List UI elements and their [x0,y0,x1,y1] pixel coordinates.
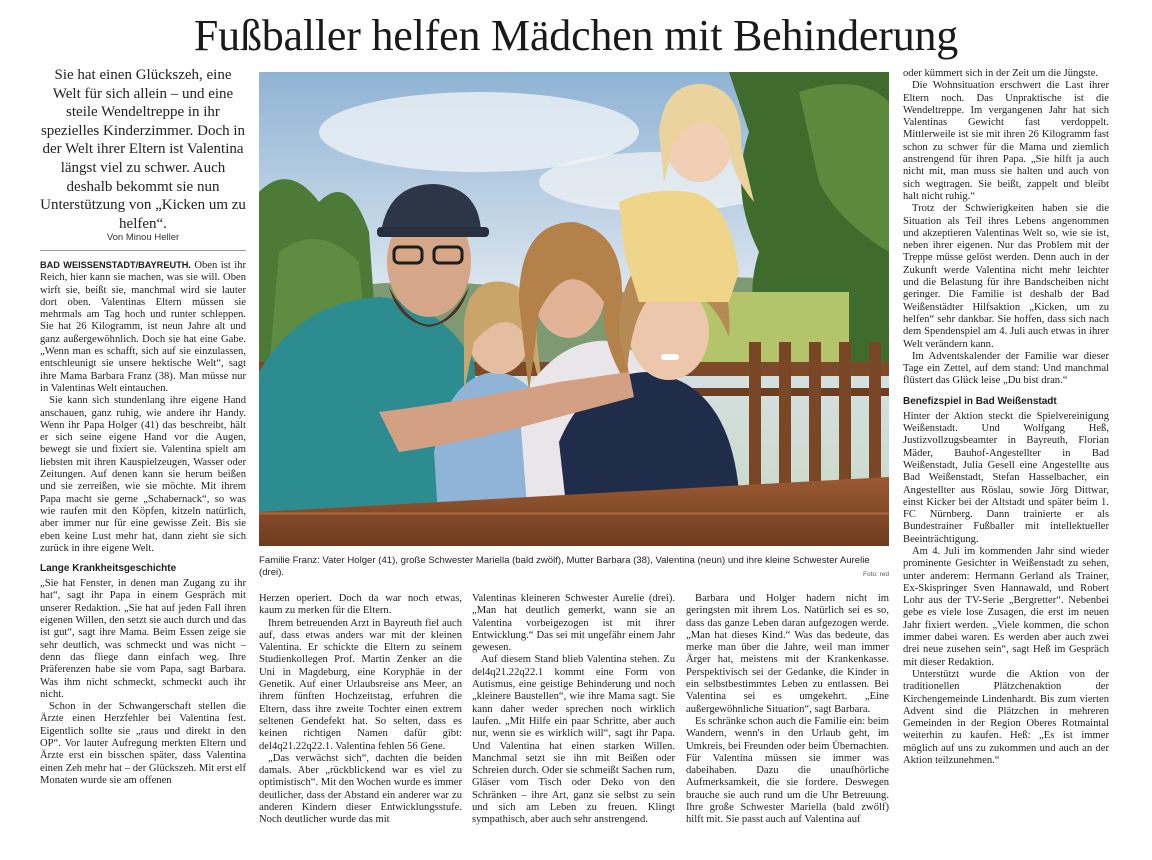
subheading: Benefizspiel in Bad Weißenstadt [903,395,1057,407]
paragraph: Im Adventskalender der Familie war dieser Tage ein Zettel, auf dem stand: Und manchmal flüstert das Glück leise „Du bist dran.“ [903,350,1109,387]
column-4 [686,593,889,827]
paragraph: Unterstützt wurde die Aktion von der traditionellen Plätzchenaktion der Kirchengemeinde Lindenhardt. Bis zum vierten Advent sind die Plätzchen in mehreren Gemeinden in der Region Oberes Rotmaintal weiterhin zu kaufen. Heß: „Es ist immer möglich auf uns zu zukommen und auch an der Aktion teilzunehmen.“ [903,668,1109,767]
paragraph: Schon in der Schwangerschaft stellen die Ärzte einen Herzfehler bei Valentina fest. Eigentlich sollte sie „raus und direkt in den OP“. Vor lauter Aufregung merkten Eltern und Ärzte erst ein bisschen später, dass Valentina einen Zeh mehr hat – der Glückszeh. Mit erst elf Monaten wurde sie am offenen [40,701,246,786]
paragraph: „Das verwächst sich“, dachten die beiden damals. Aber „rückblickend war es viel zu optimistisch“. Mit den Wochen wurde es immer deutlicher, dass der Abstand ein anderer war zu anderen Kindern dieser Entwicklungsstufe. Noch deutlicher wurde das mit [259,752,462,826]
family-photo [259,72,889,546]
teaser: Sie hat einen Glückszeh, eine Welt für sich allein – und eine steile Wendeltreppe in ihr spezielles Kinderzimmer. Doch in der Welt ihrer Eltern ist Valentina längst viel zu schwer. Auch deshalb bekommt sie nun Unterstützung von „Kicken um zu helfen“. [40,67,246,232]
byline-divider [40,250,246,251]
headline: Fußballer helfen Mädchen mit Behinderung [193,11,959,60]
paragraph: Am 4. Juli im kommenden Jahr sind wieder prominente Gesichter in Weißenstadt zu sehen, unter anderem: Hermann Gerland als Trainer, Ex-Skispringer Sven Hannawald, und Robert Lohr aus der TV-Serie „Bergretter“. Nebenbei gebe es viele lose Zusagen, die erst im neuen Jahr fixiert werden. „Viele kommen, die schon immer dabei waren. Es werden aber auch zwei drei neue zusehen sein“, sagt Heß im Gespräch mit dieser Redaktion. [903,545,1109,668]
column-5 [903,68,1109,767]
paragraph: Trotz der Schwierigkeiten haben sie die Situation als Teil ihres Lebens angenommen und akzeptieren Valentinas Welt so, wie sie ist, neben ihrer eigenen. Nur das Problem mit der Treppe müsse gelöst werden. Denn auch in der Zukunft werde Valentina nicht mehr leichter und die Belastung für ihre Bandscheiben nicht geringer. Die Familie ist deshalb der Bad Weißenstädter Hilfsaktion „Kicken, um zu helfen“ sehr dankbar. Sie hoffen, dass sich nach dem Spendenspiel am 4. Juli auch etwas in ihrer Welt verändern kann. [903,203,1109,350]
paragraph-text: Oben ist ihr Reich, hier kann sie machen, was sie will. Oben wirft sie, beißt sie, manchmal wird sie lauter dort oben. Valentinas Eltern müssen sie mehrmals am Tag hoch und runter schleppen. Sie hat 26 Kilogramm, ist neun Jahre alt und ganz außergewöhnlich. Doch sie hat eine Gabe. „Wenn man es schafft, sich auf sie einzulassen, entschleunigt sie unsere hektische Welt“, sagt ihre Mama Barbara Franz (38). Man müsse nur in Valentinas Welt eintauchen. [40,260,246,394]
paragraph: Sie kann sich stundenlang ihre eigene Hand anschauen, ganz ruhig, wie andere ihr Handy. Wenn ihr Papa Holger (41) das beschreibt, hält er sich seine eigene Hand vor die Augen, bewegt sie und fixiert sie. Valentina spielt am liebsten mit ihren Kauspielzeugen, Wasser oder Zeitungen. Auf denen kann sie herum beißen und sie zerreißen, wie sie möchte. Mit ihrem Papa macht sie gerne „Schabernack“, so was wie raufen mit den Köpfen, kitzeln natürlich, aber immer nur für eine gewisse Zeit. Bis sie eben keine Lust mehr hat, dann zieht sie sich zurück in ihre eigene Welt. [40,395,246,554]
photo-caption: Familie Franz: Vater Holger (41), große Schwester Mariella (bald zwölf), Mutter Barbara (38), Valentina (neun) und ihre kleine Schwester Aurelie (drei). [259,555,870,578]
paragraph: Auf diesem Stand blieb Valentina stehen. Zu del4q21.22q22.1 kommt eine Form von Autismus, eine geistige Behinderung und noch „kleinere Baustellen“, wie ihre Mama sagt. Sie kann daher weder sprechen noch wirklich laufen. „Mit Hilfe ein paar Schritte, aber auch nur, wenn sie es wirklich will“, sagt ihr Papa. Und Valentina hat einen starken Willen. Manchmal setzt sie ihn mit Beißen oder Schreien durch. Oder sie schmeißt Sachen rum, Gläser vom Tisch oder Deko von den Schränken – ihre Art, ganz sie selbst zu sein und sich am Leben zu freuen. Klingt sympathisch, aber auch sehr anstrengend. [472,654,675,826]
column-3 [472,593,675,827]
paragraph: Ihrem betreuenden Arzt in Bayreuth fiel auch auf, dass etwas anders war mit der kleinen Valentina. Er schickte die Eltern zu seinem Studienkollegen Prof. Martin Zenker an die Uni in Magdeburg, eine Koryphäe in der Genetik. Auf einer Urlaubsreise ans Meer, an ihrem fünften Hochzeitstag, erfuhren die Eltern, dass ihre zweite Tochter einen extrem seltenen Gendefekt hat. So selten, dass es keinen richtigen Namen dafür gibt: del4q21.22q22.1. Valentina fehlen 56 Gene. [259,617,462,752]
byline: Von Minou Heller [106,232,180,243]
photo-credit: Foto: red [862,571,889,578]
paragraph: Es schränke schon auch die Familie ein: beim Wandern, wenn's in den Urlaub geht, im Umkreis, bei Freunden oder beim Übernachten. Für Valentina müssen sie immer was dabeihaben. Dazu die unaufhörliche Aufmerksamkeit, die sie fordere. Deswegen brauche sie auch rund um die Uhr Betreuung. Ihre große Schwester Mariella (bald zwölf) hilft mit. Sie passt auch auf Valentina auf [686,715,889,826]
paragraph: Herzen operiert. Doch da war noch etwas, kaum zu merken für die Eltern. [259,593,462,617]
column-1 [40,259,246,787]
dateline: BAD WEISSENSTADT/BAYREUTH. [40,260,191,270]
paragraph: Die Wohnsituation erschwert die Last ihrer Eltern noch. Das Unpraktische ist die Wendeltreppe. Im vergangenen Jahr hat sich Valentinas Gewicht fast verdoppelt. Mittlerweile ist sie mit ihren 26 Kilogramm fast schon zu schwer für die Mama und ziemlich anstrengend für ihren Papa. „Sie hilft ja auch nicht mit, man muss sie halten und auch von sich wegtragen. Sie beißt, zappelt und bleibt halt nicht ruhig.“ [903,80,1109,202]
paragraph: Valentinas kleineren Schwester Aurelie (drei). „Man hat deutlich gemerkt, wann sie an Valentina vorbeigezogen ist mit ihrer Entwicklung.“ Das sei mit ungefähr einem Jahr gewesen. [472,593,675,654]
paragraph: Barbara und Holger hadern nicht im geringsten mit ihrem Los. Natürlich sei es so, dass das ganze Leben daran aufgezogen werde. „Man hat dieses Kind.“ Was das bedeute, das merke man über die Jahre, weil man immer Ärger hat, meistens mit der Krankenkasse. Perspektivisch sei der Gedanke, die Kinder in ein selbstbestimmtes Leben zu entlassen. Bei Valentina sei es umgekehrt. „Eine außergewöhnliche Situation“, sagt Barbara. [686,593,889,715]
subheading: Lange Krankheitsgeschichte [40,563,177,575]
paragraph: „Sie hat Fenster, in denen man Zugang zu ihr hat“, sagt ihr Papa in einem Gespräch mit unserer Redaktion. „Sie hat auf jeden Fall ihren eigenen Willen, den setzt sie auch durch und das ist gut“, sagt ihre Mama. Beim Essen zeige sie sehr deutlich, was schmeckt und was nicht – denn das fliege dann einfach weg. Ihre Präferenzen habe sie vom Papa, sagt Barbara. Was ihm nicht schmeckt, schmeckt auch ihr nicht. [40,578,246,700]
paragraph: Hinter der Aktion steckt die Spielvereinigung Weißenstadt. Und Wolfgang Heß, Justizvollzugsbeamter in Bayreuth, Florian Mäder, Bauhof-Angestellter in Bad Weißenstadt, Julia Gesell eine Angestellte aus Bad Weißenstadt, Stefan Hasselbacher, ein Angestellter aus Röslau, sowie Jörg Dittwar, einst Kicker bei der Altstadt und später beim 1. FC Nürnberg. Dann trainierte er als Bundestrainer Fußballer mit intellektueller Beeinträchtigung. [903,410,1109,545]
paragraph: oder kümmert sich in der Zeit um die Jüngste. [903,68,1099,79]
paragraph [40,259,246,395]
column-2 [259,593,462,827]
